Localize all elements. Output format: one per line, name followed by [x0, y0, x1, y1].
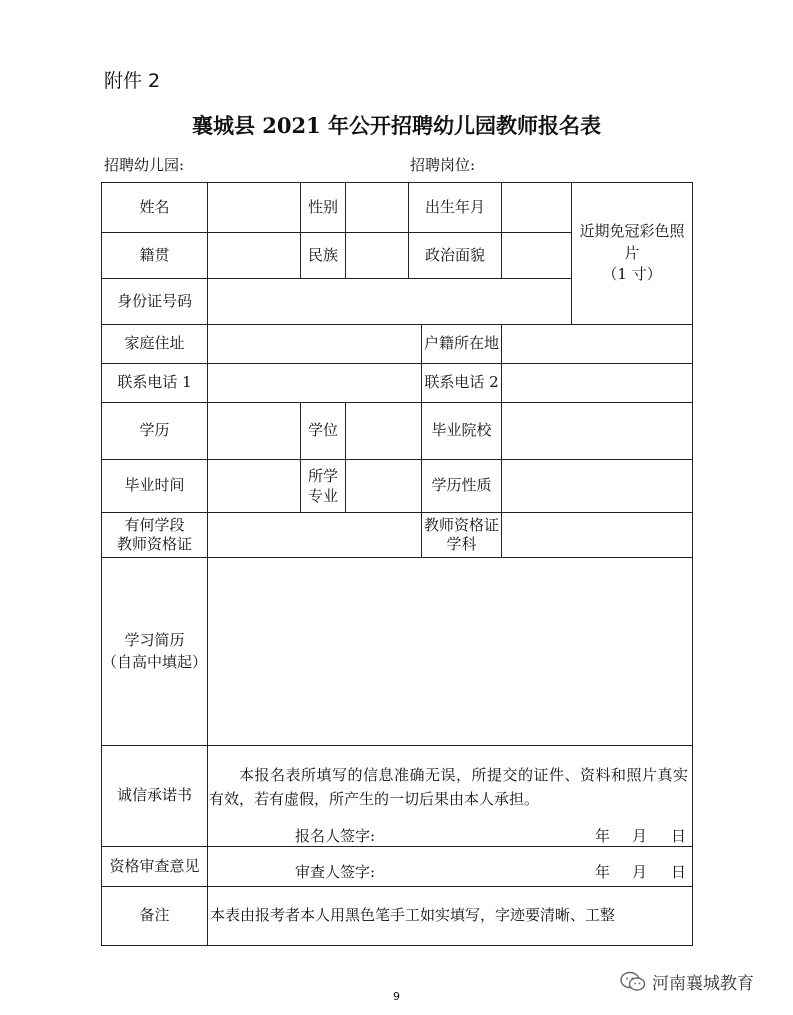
ethnicity-field[interactable]	[346, 233, 409, 279]
resume-line1: 学习简历	[124, 630, 185, 649]
resume-field[interactable]	[208, 558, 692, 746]
grad-time-field[interactable]	[208, 460, 301, 513]
review-year: 年	[595, 863, 611, 881]
pledge-month: 月	[632, 827, 648, 845]
political-status-label: 政治面貌	[409, 233, 502, 279]
id-number-field[interactable]	[208, 279, 572, 325]
reviewer-signature-label: 审查人签字:	[295, 863, 376, 881]
phone2-field[interactable]	[502, 364, 692, 403]
photo-size-label: （1 寸）	[602, 265, 662, 284]
major-label	[301, 460, 346, 513]
phone2-label: 联系电话 2	[422, 364, 502, 403]
ethnicity-label: 民族	[301, 233, 346, 279]
native-place-field[interactable]	[208, 233, 301, 279]
resume-line2: （自高中填起）	[102, 652, 208, 671]
pledge-text: 本报名表所填写的信息准确无误，所提交的证件、资料和照片真实有效，若有虚假，所产生的一切后果由本人承担。	[209, 766, 688, 808]
cert-subject-field[interactable]	[502, 513, 692, 558]
id-number-label: 身份证号码	[102, 279, 208, 325]
review-field[interactable]	[208, 847, 692, 887]
cert-subject-label	[422, 513, 502, 558]
gender-label: 性别	[301, 183, 346, 233]
school-label: 毕业院校	[422, 403, 502, 460]
cert-subject-line2: 学科	[446, 535, 477, 553]
edu-nature-field[interactable]	[502, 460, 692, 513]
school-field[interactable]	[502, 403, 692, 460]
cert-stage-label	[102, 513, 208, 558]
cert-subject-line1: 教师资格证	[423, 515, 499, 534]
page-number: 9	[393, 990, 400, 1003]
integrity-label: 诚信承诺书	[102, 746, 208, 847]
registration-form-table	[101, 182, 693, 946]
household-location-label: 户籍所在地	[422, 325, 502, 364]
pledge-year: 年	[595, 827, 611, 845]
major-field[interactable]	[346, 460, 422, 513]
form-title: 襄城县 2021 年公开招聘幼儿园教师报名表	[191, 113, 602, 138]
grad-time-label: 毕业时间	[102, 460, 208, 513]
photo-label: 近期免冠彩色照片	[579, 221, 685, 262]
photo-box[interactable]	[572, 183, 692, 325]
gender-field[interactable]	[346, 183, 409, 233]
native-place-label: 籍贯	[102, 233, 208, 279]
education-label: 学历	[102, 403, 208, 460]
cert-stage-line1: 有何学段	[124, 515, 185, 534]
attachment-label: 附件 2	[104, 70, 161, 92]
remarks-label: 备注	[102, 887, 208, 945]
education-field[interactable]	[208, 403, 301, 460]
watermark-text: 河南襄城教育	[652, 974, 754, 994]
review-day: 日	[671, 863, 687, 881]
review-month: 月	[632, 863, 648, 881]
resume-label	[102, 558, 208, 746]
position-label: 招聘岗位:	[410, 156, 476, 174]
major-label-line2: 专业	[307, 487, 338, 505]
birth-label: 出生年月	[409, 183, 502, 233]
degree-field[interactable]	[346, 403, 422, 460]
household-location-field[interactable]	[502, 325, 692, 364]
cert-stage-line2: 教师资格证	[116, 535, 192, 553]
watermark	[620, 969, 754, 994]
edu-nature-label: 学历性质	[422, 460, 502, 513]
remarks-text: 本表由报考者本人用黑色笔手工如实填写，字迹要清晰、工整	[210, 906, 616, 925]
cert-stage-field[interactable]	[208, 513, 422, 558]
pledge-day: 日	[671, 827, 687, 845]
wechat-icon	[620, 971, 646, 993]
home-address-field[interactable]	[208, 325, 422, 364]
name-field[interactable]	[208, 183, 301, 233]
degree-label: 学位	[301, 403, 346, 460]
name-label: 姓名	[102, 183, 208, 233]
major-label-line1: 所学	[307, 466, 338, 485]
political-status-field[interactable]	[502, 233, 572, 279]
birth-field[interactable]	[502, 183, 572, 233]
phone1-label: 联系电话 1	[102, 364, 208, 403]
phone1-field[interactable]	[208, 364, 422, 403]
applicant-signature-label: 报名人签字:	[295, 827, 376, 845]
home-address-label: 家庭住址	[102, 325, 208, 364]
kindergarten-label: 招聘幼儿园:	[104, 156, 185, 174]
review-label: 资格审查意见	[102, 847, 208, 887]
